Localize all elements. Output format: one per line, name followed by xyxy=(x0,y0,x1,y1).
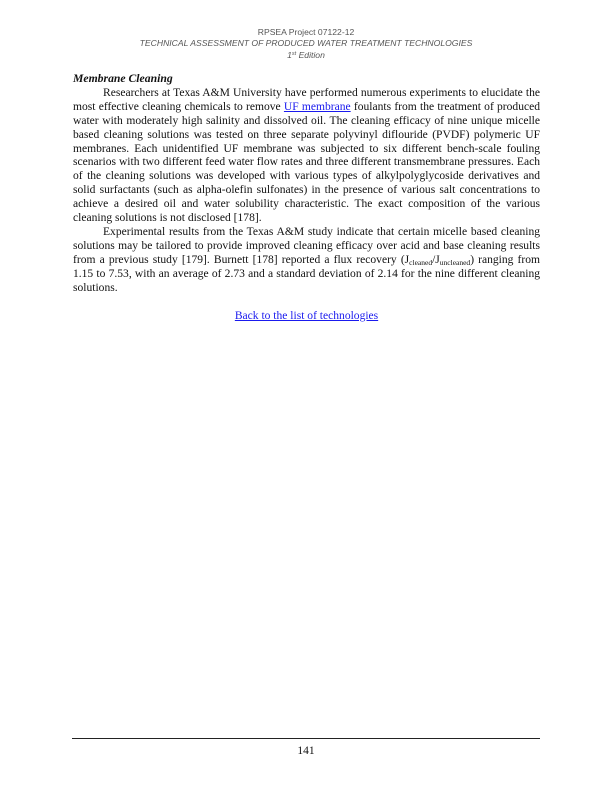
paragraph-2-body: ) ranging from 1.15 to 7.53, with an average of 2.73 and a standard deviation of 2.14 for the nine different cleaning solutions. xyxy=(73,253,540,294)
page-number: 141 xyxy=(297,745,315,757)
subscript-uncleaned: uncleaned xyxy=(439,257,471,267)
paragraph-2 xyxy=(73,226,540,296)
section-heading: Membrane Cleaning xyxy=(73,72,173,85)
subscript-cleaned: cleaned xyxy=(409,257,433,267)
edition-line xyxy=(0,49,612,61)
paragraph-2-lead: Experimental results from the Texas A&M study indicate that certain micelle based cleaning solutions may be tailored to provide improved cleaning efficacy over acid and base cleaning results from a previous study [179]. Burnett [178] reported a flux recovery (J xyxy=(73,225,540,266)
paragraph-1 xyxy=(73,87,540,226)
project-line: RPSEA Project 07122-12 xyxy=(257,27,355,37)
edition-superscript: st xyxy=(291,51,297,57)
flux-slash: /J xyxy=(432,253,440,266)
footer-divider xyxy=(72,738,540,739)
back-link-container xyxy=(73,310,540,324)
page-header xyxy=(0,27,612,61)
back-to-technologies-link[interactable]: Back to the list of technologies xyxy=(234,309,379,322)
paragraph-1-body: foulants from the treatment of produced water with moderately high salinity and dissolved oil. The cleaning efficacy of nine unique micelle based cleaning solutions was tested on three separate polyvinyl diflouride (PVDF) polymeric UF membranes. Each unidentified UF membrane was subjected to six different bench-scale fouling scenarios with two different feed water flow rates and three different transmembrane pressures. Each of the cleaning solutions was developed with various types of alkylpolyglycoside derivatives and solid surfactants (such as alpha-olefin sulfonates) in the presence of various salt concentrations to achieve a desired oil and water solubility characteristic. The exact composition of the various cleaning solutions is not disclosed [178]. xyxy=(73,100,540,225)
paragraph-1-lead: Researchers at Texas A&M University have performed numerous experiments to elucidate the most effective cleaning chemicals to remove xyxy=(73,86,540,113)
edition-word: Edition xyxy=(296,50,325,60)
uf-membrane-link[interactable]: UF membrane xyxy=(283,100,351,113)
membrane-cleaning-section xyxy=(73,72,540,323)
edition-number: 1 xyxy=(287,50,292,60)
report-title: TECHNICAL ASSESSMENT OF PRODUCED WATER TREATMENT TECHNOLOGIES xyxy=(139,38,473,48)
